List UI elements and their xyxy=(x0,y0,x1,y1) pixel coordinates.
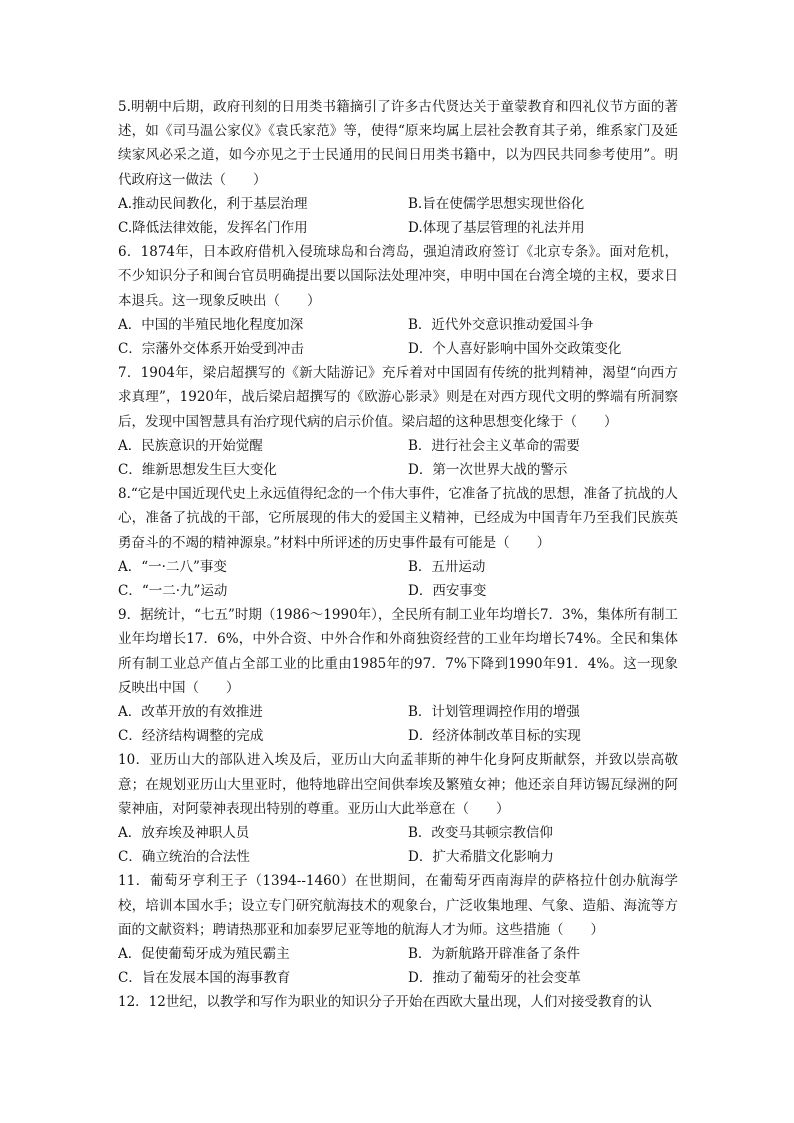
question-stem: 9．据统计，“七五”时期（1986～1990年），全民所有制工业年均增长7．3%，集体所有制工业年均增长17．6%，中外合资、中外合作和外商独资经营的工业年均增长74%。全民和集体所有制工业总产值占全部工业的比重由1985年的97．7%下降到1990年91．4%。这一现象反映出中国（ ） xyxy=(118,607,678,696)
option-b[interactable]: B．为新航路开辟准备了条件 xyxy=(408,945,580,962)
option-row xyxy=(118,821,678,845)
question-stem: 10．亚历山大的部队进入埃及后，亚历山大向孟菲斯的神牛化身阿皮斯献祭，并致以崇高敬意；在规划亚历山大里亚时，他特地辟出空间供奉埃及繁殖女神；他还亲自拜访锡瓦绿洲的阿蒙神庙，对阿蒙神表现出特别的尊重。亚历山大此举意在（ ） xyxy=(118,752,678,817)
question-8 xyxy=(118,482,678,603)
option-c[interactable]: C．维新思想发生巨大变化 xyxy=(118,461,277,478)
option-d[interactable]: D．西安事变 xyxy=(408,582,487,599)
question-11 xyxy=(118,869,678,990)
option-row xyxy=(118,700,678,724)
option-row xyxy=(118,579,678,603)
option-b[interactable]: B．进行社会主义革命的需要 xyxy=(408,437,580,454)
option-row xyxy=(118,192,678,216)
option-a[interactable]: A．改革开放的有效推进 xyxy=(118,703,263,720)
option-d[interactable]: D．第一次世界大战的警示 xyxy=(408,461,568,478)
option-d[interactable]: D．扩大希腊文化影响力 xyxy=(408,849,554,866)
question-stem: 5.明朝中后期，政府刊刻的日用类书籍摘引了许多古代贤达关于童蒙教育和四礼仪节方面的著述，如《司马温公家仪》《袁氏家范》等，使得“原来均属上层社会教育其子弟，维系家门及延续家风必采之道，如今亦见之于士民通用的民间日用类书籍中，以为四民共同参考使用”。明代政府这一做法（ ） xyxy=(118,99,678,188)
question-stem: 7．1904年，梁启超撰写的《新大陆游记》充斥着对中国固有传统的批判精神，渴望“向西方求真理”，1920年，战后梁启超撰写的《欧游心影录》则是在对西方现代文明的弊端有所洞察后，发现中国智慧具有治疗现代病的启示价值。梁启超的这种思想变化缘于（ ） xyxy=(118,365,678,430)
option-b[interactable]: B．近代外交意识推动爱国斗争 xyxy=(408,316,594,333)
option-row xyxy=(118,216,678,240)
question-stem: 8.“它是中国近现代史上永远值得纪念的一个伟大事件，它准备了抗战的思想，准备了抗战的人心，准备了抗战的干部，它所展现的伟大的爱国主义精神，已经成为中国青年乃至我们民族英勇奋斗的不竭的精神源泉。”材料中所评述的历史事件最有可能是（ ） xyxy=(118,486,678,551)
option-c[interactable]: C．确立统治的合法性 xyxy=(118,849,250,866)
question-12 xyxy=(118,990,678,1014)
option-row xyxy=(118,313,678,337)
question-6 xyxy=(118,240,678,361)
option-d[interactable]: D．经济体制改革目标的实现 xyxy=(408,728,581,745)
option-b[interactable]: B.旨在使儒学思想实现世俗化 xyxy=(408,195,585,212)
option-b[interactable]: B．计划管理调控作用的增强 xyxy=(408,703,580,720)
question-stem: 12．12世纪，以教学和写作为职业的知识分子开始在西欧大量出现，人们对接受教育的认 xyxy=(118,994,652,1011)
option-a[interactable]: A．“一·二八”事变 xyxy=(118,558,227,575)
question-5 xyxy=(118,95,678,240)
option-row xyxy=(118,337,678,361)
option-a[interactable]: A.推动民间教化，利于基层治理 xyxy=(118,195,308,212)
question-10 xyxy=(118,748,678,869)
option-a[interactable]: A．放弃埃及神职人员 xyxy=(118,824,250,841)
option-row xyxy=(118,942,678,966)
option-c[interactable]: C.降低法律效能，发挥名门作用 xyxy=(118,220,308,236)
option-row xyxy=(118,966,678,990)
question-9 xyxy=(118,603,678,748)
option-a[interactable]: A．促使葡萄牙成为殖民霸主 xyxy=(118,945,290,962)
option-c[interactable]: C．旨在发展本国的海事教育 xyxy=(118,970,291,987)
option-d[interactable]: D．推动了葡萄牙的社会变革 xyxy=(408,970,581,987)
option-b[interactable]: B．五卅运动 xyxy=(408,558,486,575)
option-d[interactable]: D．个人喜好影响中国外交政策变化 xyxy=(408,340,622,357)
option-row xyxy=(118,555,678,579)
question-7 xyxy=(118,361,678,482)
option-a[interactable]: A．中国的半殖民地化程度加深 xyxy=(118,316,304,333)
option-b[interactable]: B．改变马其顿宗教信仰 xyxy=(408,824,553,841)
option-row xyxy=(118,434,678,458)
question-stem: 6．1874年，日本政府借机入侵琉球岛和台湾岛，强迫清政府签订《北京专条》。面对危机，不少知识分子和闽台官员明确提出要以国际法处理冲突，申明中国在台湾全境的主权，要求日本退兵。这一现象反映出（ ） xyxy=(118,244,678,309)
option-c[interactable]: C．“一二·九”运动 xyxy=(118,582,228,599)
option-c[interactable]: C．经济结构调整的完成 xyxy=(118,728,264,745)
question-stem: 11．葡萄牙亨利王子（1394--1460）在世期间，在葡萄牙西南海岸的萨格拉什创办航海学校，培训本国水手；设立专门研究航海技术的观象台，广泛收集地理、气象、造船、海流等方面的文献资料；聘请热那亚和加泰罗尼亚等地的航海人才为师。这些措施（ ） xyxy=(118,873,678,938)
option-d[interactable]: D.体现了基层管理的礼法并用 xyxy=(408,220,585,236)
option-row xyxy=(118,458,678,482)
option-a[interactable]: A．民族意识的开始觉醒 xyxy=(118,437,263,454)
option-row xyxy=(118,724,678,748)
exam-page xyxy=(118,95,678,1015)
option-row xyxy=(118,845,678,869)
option-c[interactable]: C．宗藩外交体系开始受到冲击 xyxy=(118,340,304,357)
